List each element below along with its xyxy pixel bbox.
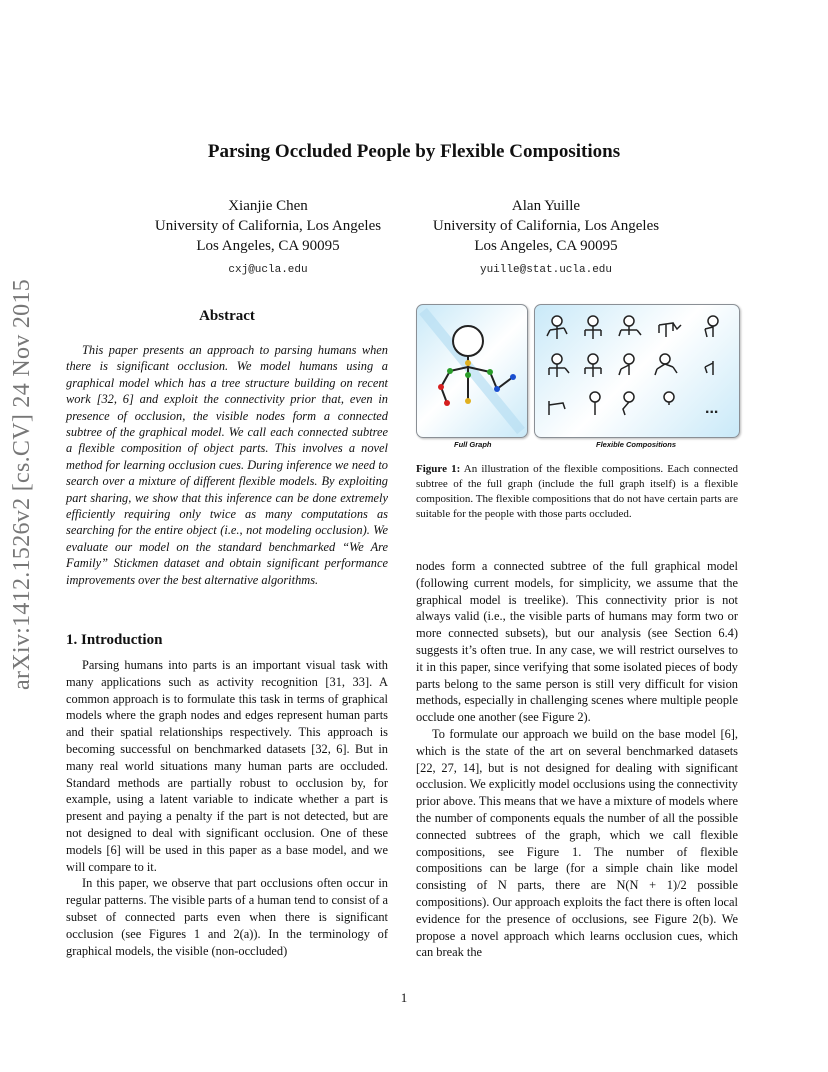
author-block-1	[118, 196, 418, 280]
arxiv-identifier	[4, 278, 40, 690]
full-graph-panel	[416, 304, 528, 438]
flexible-compositions-stickmen-icon	[535, 305, 739, 437]
author-affiliation: University of California, Los Angeles	[154, 218, 382, 234]
paper-title: Parsing Occluded People by Flexible Compositions	[207, 141, 621, 162]
introduction-right-column	[416, 558, 738, 961]
introduction-left-column	[66, 657, 388, 959]
ellipsis-text: ...	[705, 400, 719, 417]
arxiv-id-text: arXiv:1412.1526v2 [cs.CV] 24 Nov 2015	[9, 278, 35, 690]
figure-1-caption	[416, 462, 738, 522]
right-paragraph-2: To formulate our approach we build on the base model [6], which is the state of the art on several benchmarked datasets [22, 27, 14], but is not designed for dealing with significant occlusion. We explicitly model occlusions using the connectivity prior above. This means that we have a mixture of models where the number of components equals the number of all the possible connected subtrees of the graph, which we call flexible compositions, see Figure 1. The number of flexible compositions can be large (for a simple chain like model consisting of N parts, there are N(N + 1)/2 possible compositions). Our approach exploits the fact there is often local evidence for the presence of occlusions, see Figure 2(b). We propose a novel approach which learns occlusion cues, which can break the	[416, 726, 738, 960]
author-email[interactable]: yuille@stat.ucla.edu	[479, 264, 613, 276]
section-heading-introduction: 1. Introduction	[66, 632, 163, 648]
author-email[interactable]: cxj@ucla.edu	[228, 264, 308, 276]
abstract-heading: Abstract	[199, 308, 255, 324]
figure-label-flexible-compositions: Flexible Compositions	[596, 440, 677, 449]
caption-label: Figure 1:	[416, 463, 461, 475]
intro-paragraph-2: In this paper, we observe that part occlusions often occur in regular patterns. The visible parts of a human tend to consist of a subset of connected parts even when there is significant occlusion (see Figures 1 and 2(a)). In the terminology of graphical models, the visible (non-occluded)	[66, 876, 388, 958]
caption-text: An illustration of the flexible compositions. Each connected subtree of the full graph (include the full graph itself) is a flexible composition. The flexible compositions that do not have certain parts are suitable for the people with those parts occluded.	[416, 463, 739, 520]
author-block-2	[396, 196, 696, 280]
author-affiliation: University of California, Los Angeles	[432, 218, 660, 234]
flexible-compositions-panel	[534, 304, 740, 438]
figure-1	[416, 304, 740, 454]
author-name: Xianjie Chen	[228, 198, 308, 214]
author-name: Alan Yuille	[511, 198, 581, 214]
abstract-text: This paper presents an approach to parsing humans when there is significant occlusion. We model humans using a graphical model which has a tree structure building on recent work [32, 6] and exploit the connectivity prior that, even in presence of occlusion, the visible nodes form a connected subtree of the graphical model. We call each connected subtree a flexible composition of object parts. This involves a novel method for learning occlusion cues. During inference we need to search over a mixture of different flexible models. By exploiting part sharing, we show that this inference can be done extremely efficiently requiring only twice as many computations as searching for the entire object (i.e., not modeling occlusion). We evaluate our model on the standard benchmarked “We Are Family” Stickmen dataset and obtain significant performance improvements over the best alternative algorithms.	[66, 343, 388, 587]
author-address: Los Angeles, CA 90095	[474, 238, 618, 254]
right-paragraph-1: nodes form a connected subtree of the full graphical model (following current models, for simplicity, we assume that the graphical model is treelike). This connectivity prior is not always valid (i.e., the visible parts of humans may form two or more connected subsets), but our analysis (see Section 6.4) suggests it’s often true. In any case, we will restrict ourselves to it in this paper, since verifying that some isolated pieces of body parts belong to the same person is still very difficult for vision methods, especially in challenging scenes where multiple people occlude one another (see Figure 2).	[416, 559, 738, 725]
abstract-body	[66, 342, 388, 588]
page-number: 1	[400, 990, 408, 1005]
figure-label-full-graph: Full Graph	[454, 440, 492, 449]
intro-paragraph-1: Parsing humans into parts is an important visual task with many applications such as activity recognition [31, 33]. A common approach is to formulate this task in terms of graphical models where the graph nodes and edges represent human parts and their spatial relationships respectively. This approach is becoming successful on benchmarked datasets [32, 6]. But in many real world situations many human parts are occluded. Standard methods are partially robust to occlusion by, for example, using a latent variable to indicate whether a part is present and paying a penalty if the part is not detected, but are not designed to deal with significant occlusion. One of these models [6] will be used in this paper as a base model, and we will compare to it.	[66, 658, 388, 874]
author-address: Los Angeles, CA 90095	[196, 238, 340, 254]
full-graph-stickman-icon	[417, 305, 527, 437]
